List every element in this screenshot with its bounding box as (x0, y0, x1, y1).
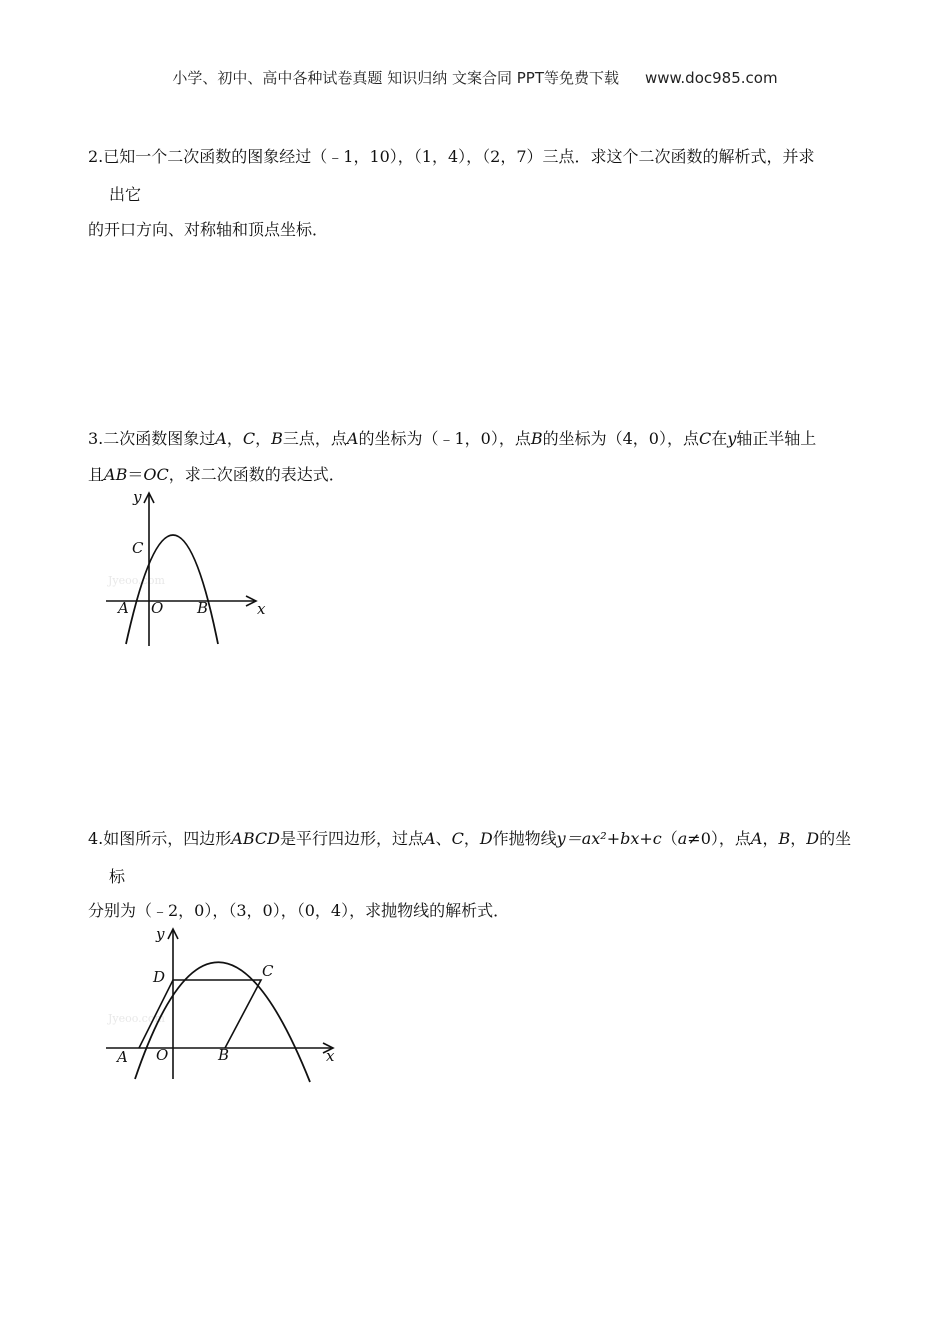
q4-formula: y＝ax²+bx+c (556, 829, 662, 848)
q3-line2: 且AB＝OC，求二次函数的表达式． (88, 465, 345, 484)
q2-line3: 的开口方向、对称轴和顶点坐标． (88, 220, 329, 239)
q3-label-A: A (118, 599, 129, 617)
watermark: Jyeoo.com (108, 1012, 165, 1025)
q4-label-y: y (156, 925, 165, 943)
q3-label-x: x (257, 600, 266, 618)
q4-line2: 标 (109, 867, 126, 886)
q3-label-O: O (151, 599, 164, 617)
q4-label-D: D (153, 968, 166, 986)
q3-line1: 3.二次函数图象过A，C，B三点，点A的坐标为（﹣1，0），点B的坐标为（4，0），点C在y轴正半轴上 (88, 429, 817, 448)
q2-line1: 2.已知一个二次函数的图象经过（﹣1，10），（1，4），（2，7）三点．求这个二次函数的解析式，并求 (88, 147, 815, 166)
q2-line2: 出它 (109, 185, 142, 204)
q3-label-B: B (197, 599, 209, 617)
q4-label-x: x (326, 1047, 335, 1065)
q3-label-C: C (132, 539, 144, 557)
page-header (0, 67, 950, 88)
q3-label-y: y (133, 488, 142, 506)
q4-figure (100, 924, 345, 1084)
header-url[interactable]: www.doc985.com (644, 69, 778, 87)
q3-figure (100, 486, 270, 651)
header-text: 小学、初中、高中各种试卷真题 知识归纳 文案合同 PPT等免费下载 (172, 69, 619, 87)
q4-label-B: B (218, 1046, 230, 1064)
q4-line1: 4.如图所示，四边形ABCD是平行四边形，过点A、C，D作抛物线y＝ax²+bx+c（a≠0），点A，B，D的坐 (88, 829, 852, 848)
q4-label-O: O (156, 1046, 169, 1064)
watermark: Jyeoo.com (108, 574, 165, 587)
q4-label-C: C (262, 962, 274, 980)
q4-label-A: A (117, 1048, 128, 1066)
q4-line3: 分别为（﹣2，0），（3，0），（0，4），求抛物线的解析式． (88, 901, 510, 920)
